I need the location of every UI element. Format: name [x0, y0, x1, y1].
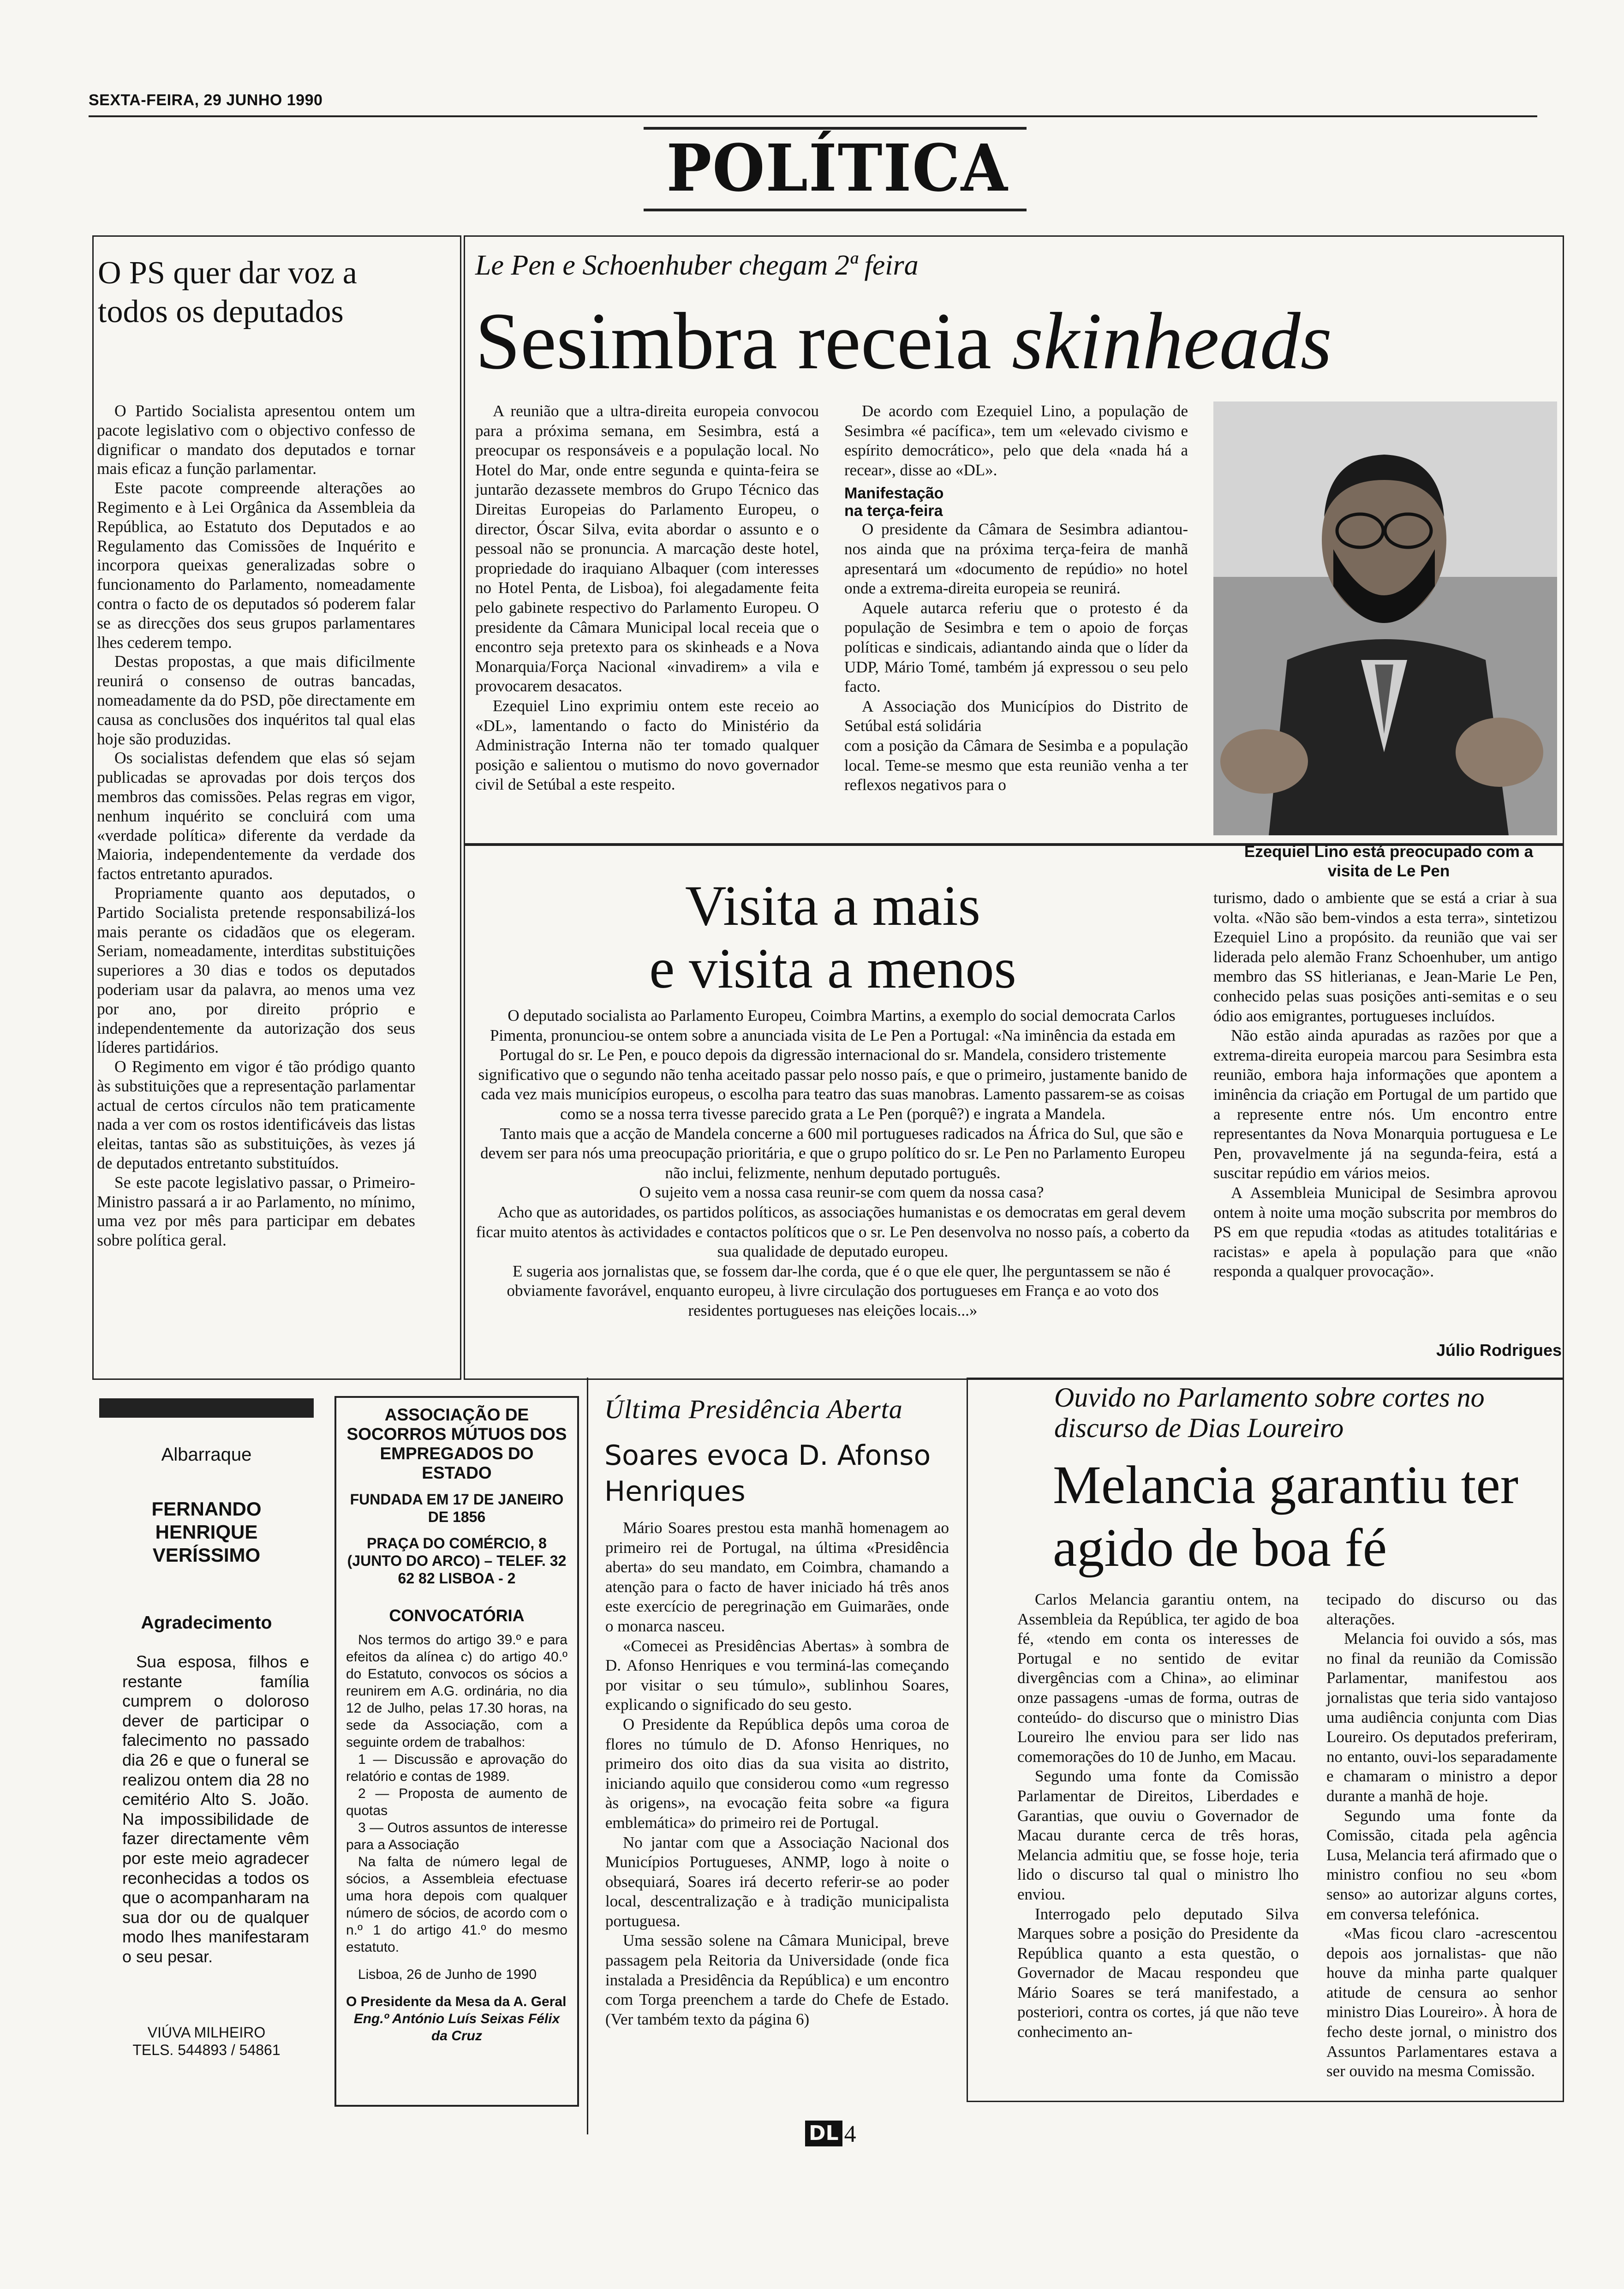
sesimbra-kicker: Le Pen e Schoenhuber chegam 2ª feira — [475, 250, 919, 281]
paragraph: O deputado socialista ao Parlamento Europeu, Coimbra Martins, a exemplo do social democrata Carlos Pimenta, pronunciou-se ontem sobre a anunciada visita de Le Pen a Portugal: «Na iminência da estada em Portugal do sr. Le Pen, e pouco depois da digressão internacional do sr. Mandela, considero tristemente significativo que o segundo não tenha aceitado passar pelo nosso país, e que o primeiro, justamente banido de cada vez mais municípios europeus, o escolha para teatro das suas manobras. Lamento passarem-se as coisas como se a nossa terra tivesse parecido grata a Le Pen (porquê?) e ingrata a Mandela. — [478, 1007, 1188, 1123]
paragraph: E sugeria aos jornalistas que, se fossem dar-lhe corda, que é o que ele quer, lhe perguntassem se não é obviamente favorável, enquanto europeu, à livre circulação dos portugueses em França e ao voto dos residentes portugueses nas eleições locais...» — [507, 1262, 1170, 1319]
melancia-col-2 — [1326, 1590, 1557, 2081]
soares-body — [605, 1518, 949, 2029]
signature-line: VIÚVA MILHEIRO — [147, 2024, 266, 2041]
paragraph: Os socialistas defendem que elas só sejam publicadas se aprovadas por dois terços dos membros das comissões. Pelas regras em vigor, nenhum inquérito se concluirá com uma «verdade política» diferente da verdade da Maioria, independentemente da verdade dos factos entretanto apurados. — [97, 749, 415, 883]
paragraph: «Comecei as Presidências Abertas» à sombra de D. Afonso Henriques e vou terminá-las começando por visitar o seu túmulo», sublinhou Soares, explicando o significado do seu gesto. — [605, 1636, 949, 1714]
name-line: VERÍSSIMO — [152, 1544, 261, 1566]
sesimbra-headline — [475, 298, 1332, 385]
paragraph: O Presidente da República depôs uma coroa de flores no túmulo de D. Afonso Henriques, no primeiro dos oito dias da sua visita ao distrito, iniciando aquilo que considerou como «um regresso às origens», na evocação feita sobre «a figura emblemática» do primeiro rei de Portugal. — [605, 1715, 949, 1832]
name-line: FERNANDO — [151, 1498, 262, 1520]
obituary-place: Albarraque — [161, 1444, 252, 1465]
paragraph: Carlos Melancia garantiu ontem, na Assembleia da República, ter agido de boa fé, «tendo em conta os interesses de Portugal e no sentido de evitar divergências com a China», ao eliminar onze passagens -umas de forma, outras de conteúdo- do discurso que o ministro Dias Loureiro lhe enviou para ser lido nas comemorações do 10 de Junho, em Macau. — [1017, 1590, 1299, 1766]
paragraph: Segundo uma fonte da Comissão, citada pela agência Lusa, Melancia terá afirmado que o ministro confiou no seu «bom senso» ao autorizar alguns cortes, em conversa telefónica. — [1326, 1806, 1557, 1923]
notice-signer-name: Eng.º António Luís Seixas Félix da Cruz — [353, 2011, 560, 2043]
melancia-headline: Melancia garantiu ter agido de boa fé — [1053, 1455, 1519, 1578]
headline-italic: skinheads — [1012, 296, 1332, 386]
paragraph: Segundo uma fonte da Comissão Parlamentar de Direitos, Liberdades e Garantias, que ouviu o Governador de Macau durante cerca de três horas, Melancia admitiu que, se fosse hoje, teria lido o discurso tal qual o ministro lho enviou. — [1017, 1767, 1299, 1903]
phone-line: TELS. 544893 / 54861 — [132, 2042, 281, 2058]
ps-article-body — [97, 401, 415, 1250]
footer-logo — [805, 2121, 884, 2148]
sesimbra-col-1 — [475, 401, 819, 795]
notice-founded: FUNDADA EM 17 DE JANEIRO DE 1856 — [350, 1491, 564, 1525]
melancia-col-1 — [1017, 1590, 1299, 2042]
name-line: HENRIQUE — [155, 1521, 258, 1543]
notice-signer-title: O Presidente da Mesa da A. Geral — [346, 1994, 567, 2009]
notice-item: 3 — Outros assuntos de interesse para a Associação — [346, 1820, 567, 1852]
paragraph: Mário Soares prestou esta manhã homenagem ao primeiro rei de Portugal, na última «Presidência aberta» do seu mandato, em Coimbra, chamando a atenção para o facto de haver iniciado há três anos este exercício de peregrinação em Guimarães, onde o monarca nasceu. — [605, 1519, 949, 1635]
melancia-kicker: Ouvido no Parlamento sobre cortes no discurso de Dias Loureiro — [1054, 1382, 1485, 1443]
notice-note: Na falta de número legal de sócios, a Assembleia efectuase uma hora depois com qualquer número de sócios, de acordo com o n.º 1 do artigo 41.º do mesmo estatuto. — [346, 1854, 567, 1955]
notice-item: 2 — Proposta de aumento de quotas — [346, 1786, 567, 1818]
paragraph: A Assembleia Municipal de Sesimbra aprovou ontem à noite uma moção subscrita por membros do PS em que repudia «todas as atitudes totalitárias e racistas» e apela à população para que «não responda a qualquer provocação». — [1213, 1183, 1557, 1281]
section-rule-bottom — [644, 209, 1027, 211]
obituary-heading: Agradecimento — [141, 1613, 272, 1633]
headline-line-2: e visita a menos — [649, 937, 1016, 1000]
notice-intro: Nos termos do artigo 39.º e para efeitos da alínea c) do artigo 40.º do Estatuto, convocos os sócios a reunirem em A.G. ordinária, no dia 12 de Julho, pelas 17.30 horas, na sede da Associação, com a seguinte ordem de trabalhos: — [346, 1632, 567, 1750]
notice-title: ASSOCIAÇÃO DE SOCORROS MÚTUOS DOS EMPREGADOS DO ESTADO — [346, 1405, 567, 1482]
ps-article-title: O PS quer dar voz a todos os deputados — [98, 255, 357, 330]
paragraph: Acho que as autoridades, os partidos políticos, as associações humanistas e os democratas em geral devem ficar muito atentos às actividades e contactos políticos que o sr. Le Pen desenvolva no nosso país, a coberto da sua qualidade de deputado europeu. — [476, 1203, 1190, 1261]
ezequiel-lino-photo — [1213, 401, 1557, 835]
paragraph: com a posição da Câmara de Sesimba e a população local. Teme-se mesmo que esta reunião venha a ter reflexos negativos para o — [844, 736, 1188, 794]
paragraph: turismo, dado o ambiente que se está a criar à sua volta. «Não são bem-vindos a esta terra», sintetizou Ezequiel Lino a propósito. da reunião que vai ser liderada pelo alemão Franz Schoenhuber, um antigo membro das SS hitlerianas, e Jean-Marie Le Pen, conhecido pelas suas posições anti-semitas e o seu ódio aos emigrantes, portugueses incluídos. — [1213, 889, 1557, 1025]
notice-heading: CONVOCATÓRIA — [389, 1606, 525, 1625]
paragraph: Interrogado pelo deputado Silva Marques sobre a posição do Presidente da República quanto a esta questão, o Governador de Macau respondeu que Mário Soares se terá manifestado, a posteriori, contra os cortes, já que não teve conhecimento an- — [1017, 1905, 1299, 2041]
paragraph: O presidente da Câmara de Sesimbra adiantou-nos ainda que na próxima terça-feira de manhã apresentará um «documento de repúdio» no hotel onde a extrema-direita europeia se reunirá. — [844, 520, 1188, 598]
paragraph: Melancia foi ouvido a sós, mas no final da reunião da Comissão Parlamentar, manifestou aos jornalistas que teria sido vantajoso uma audiência conjunta com Dias Loureiro. Os deputados preferiram, no entanto, ouvi-los separadamente e chamaram o ministro a depor durante a manhã de hoje. — [1326, 1630, 1557, 1805]
paragraph: Destas propostas, a que mais dificilmente reunirá o consenso de outras bancadas, nomeadamente da do PSD, põe directamente em causa as conclusões dos inquéritos tal qual elas hoje são produzidas. — [97, 652, 415, 748]
soares-headline: Soares evoca D. Afonso Henriques — [604, 1439, 931, 1508]
paragraph: O Regimento em vigor é tão pródigo quanto às substituições que a representação parlamentar actual de certos círculos não tem praticamente nada a ver com os rostos identificáveis das listas eleitas, tantas são as substituições, às vezes já de deputados entretanto substituídos. — [97, 1057, 415, 1173]
paragraph: Aquele autarca referiu que o protesto é da população de Sesimbra e tem o apoio de forças políticas e sindicais, adiantando ainda que o líder da UDP, Mário Tomé, também já expressou o seu pelo facto. — [844, 599, 1188, 696]
notice-date: Lisboa, 26 de Junho de 1990 — [358, 1967, 537, 1982]
page-date: SEXTA-FEIRA, 29 JUNHO 1990 — [89, 91, 323, 109]
section-rule-top — [644, 127, 1027, 130]
page-number: 4 — [844, 2121, 856, 2147]
paragraph: A reunião que a ultra-direita europeia convocou para a próxima semana, em Sesimbra, está a preocupar os responsáveis e a população local. No Hotel do Mar, onde entre segunda e quinta-feira se juntarão dezassete membros do Grupo Técnico das Direitas Europeias do Parlamento Europeu, o director, Óscar Silva, evita abordar o assunto e o pessoal não se pronuncia. A marcação deste hotel, propriedade do iraquiano Albaquer (com interesses no Hotel Penta, de Lisboa), foi alegadamente feita pelo gabinete respectivo do Parlamento Europeu. O presidente da Câmara Municipal local receia que o encontro seja pretexto para os skinheads e a Nova Monarquia/Força Nacional «invadirem» a vila e provocarem desacatos. — [475, 402, 819, 695]
notice-item: 1 — Discussão e aprovação do relatório e contas de 1989. — [346, 1752, 567, 1784]
header-rule — [89, 115, 1537, 117]
photo-caption: Ezequiel Lino está preocupado com a visita de Le Pen — [1244, 843, 1534, 880]
subhead: Manifestação na terça-feira — [844, 485, 944, 520]
paragraph: Uma sessão solene na Câmara Municipal, breve passagem pela Reitoria da Universidade (onde fica instalada a Presidência da República) e um encontro com Torga preenchem a tarde do Chefe de Estado. (Ver também texto da página 6) — [605, 1931, 949, 2028]
paragraph: O sujeito vem a nossa casa reunir-se com quem da nossa casa? — [639, 1183, 1044, 1202]
paragraph: tecipado do discurso ou das alterações. — [1326, 1590, 1557, 1628]
paragraph: «Mas ficou claro -acrescentou depois aos jornalistas- que não houve da minha parte qualquer atitude de censura ao senhor ministro Dias Loureiro». À hora de fecho deste jornal, o ministro dos Assuntos Parlamentares estava a ser ouvido na mesma Comissão. — [1326, 1924, 1557, 2080]
obituary-text: Sua esposa, filhos e restante família cumprem o doloroso dever de participar o falecimento no passado dia 26 e que o funeral se realizou ontem dia 28 no cemitério Alto S. João. Na impossibilidade de fazer directamente vêm por este meio agradecer reconhecidas a todos os que o acompanharam na sua dor ou de qualquer modo lhes manifestaram o seu pesar. — [122, 1652, 309, 1966]
headline-text: Sesimbra receia — [475, 296, 1012, 386]
paragraph: No jantar com que a Associação Nacional dos Municípios Portugueses, ANMP, logo à noite o obsequiará, Soares irá decerto referir-se ao poder local, descentralização e à tradição municipalista portuguesa. — [605, 1833, 949, 1930]
paragraph: Este pacote compreende alterações ao Regimento e à Lei Orgânica da Assembleia da República, ao Estatuto dos Deputados e ao Regulamento das Comissões de Inquérito e incorpora queixas generalizadas sobre o funcionamento do Parlamento, nomeadamente contra o facto de os deputados só poderem falar se as direcções dos seus grupos parlamentares lhes cederem tempo. — [97, 479, 415, 652]
notice-body — [346, 1631, 567, 2044]
obituary-black-bar — [99, 1398, 314, 1418]
visita-article-box — [464, 845, 1564, 1380]
soares-left-rule — [587, 1378, 588, 2134]
soares-kicker: Última Presidência Aberta — [604, 1394, 903, 1424]
paragraph: Ezequiel Lino exprimiu ontem este receio ao «DL», lamentando o facto do Ministério da Administração Interna não ter tomado qualquer posição e salientou o mutismo do novo governador civil de Setúbal a este respeito. — [475, 696, 819, 794]
notice-address: PRAÇA DO COMÉRCIO, 8 (JUNTO DO ARCO) – TELEF. 32 62 82 LISBOA - 2 — [347, 1535, 567, 1587]
section-title: POLÍTICA — [666, 131, 1009, 206]
obituary-signature — [99, 2024, 314, 2059]
paragraph: Se este pacote legislativo passar, o Primeiro-Ministro passará a ir ao Parlamento, no mínimo, uma vez por mês para participar em debates sobre política geral. — [97, 1173, 415, 1250]
paragraph: De acordo com Ezequiel Lino, a população de Sesimbra «é pacífica», tem um «elevado civismo e espírito democrático», pelo que dela «nada há a recear», disse ao «DL». — [844, 402, 1188, 479]
sesimbra-col-2 — [844, 401, 1188, 795]
paragraph: Propriamente quanto aos deputados, o Partido Socialista pretende responsabilizá-los mais perante os cidadãos que os elegeram. Seriam, nomeadamente, interditas substituições superiores a 30 dias e todos os deputados poderiam usar da palavra, ao menos uma vez por ano, por direito próprio e independentemente da autorização dos seus líderes partidários. — [97, 883, 415, 1057]
paragraph: Tanto mais que a acção de Mandela concerne a 600 mil portugueses radicados na África do Sul, que são e devem ser para nós uma preocupação prioritária, e que o grupo político do sr. Le Pen no Parlamento Europeu não inclui, felizmente, nenhum deputado português. — [480, 1124, 1185, 1182]
obituary-name — [99, 1498, 314, 1567]
portrait-illustration — [1213, 401, 1557, 835]
dl-logo: DL — [805, 2121, 842, 2146]
byline: Júlio Rodrigues — [1436, 1341, 1562, 1360]
headline-line-1: Visita a mais — [685, 874, 980, 937]
paragraph: O Partido Socialista apresentou ontem um pacote legislativo com o objectivo confesso de dignificar o mandato dos deputados e tornar mais eficaz a função parlamentar. — [97, 401, 415, 478]
paragraph: Não estão ainda apuradas as razões por que a extrema-direita europeia marcou para Sesimbra esta reunião, embora haja informações que apontem a iminência da criação em Portugal de um partido que a represente entre nós. Um encontro entre representantes da Nova Monarquia portuguesa e Le Pen, provavelmente já na segunda-feira, está a suscitar repúdio em vários meios. — [1213, 1026, 1557, 1182]
paragraph: A Associação dos Municípios do Distrito de Setúbal está solidária — [844, 697, 1188, 735]
